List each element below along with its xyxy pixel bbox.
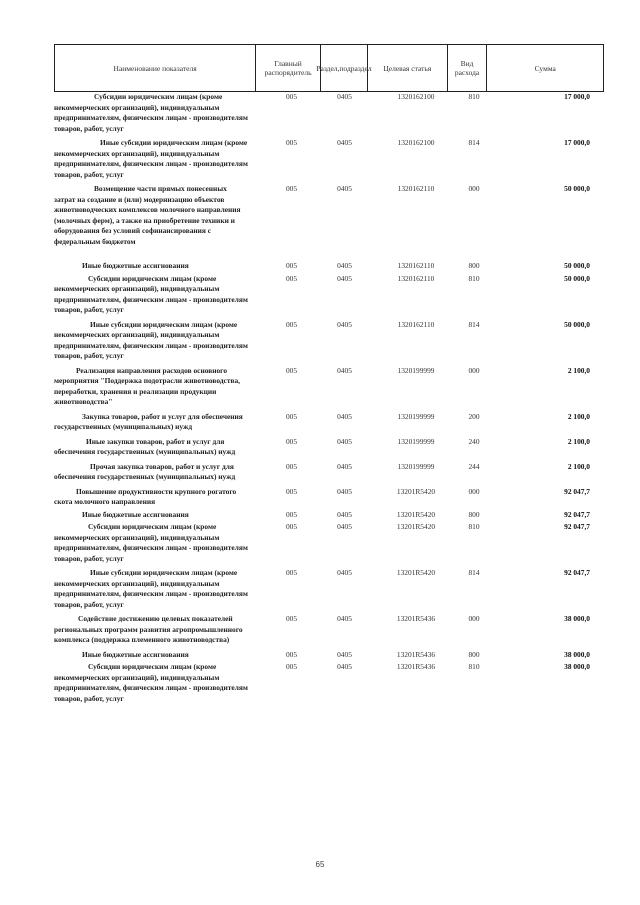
row-indicator-name: Закупка товаров, работ и услуг для обеспечения государственных (муниципальных) нужд bbox=[54, 411, 243, 431]
row-expense-type: 000 bbox=[468, 486, 480, 496]
row-indicator-name: Иные закупки товаров, работ и услуг для обеспечения государственных (муниципальных) нужд bbox=[54, 436, 236, 456]
row-section: 0405 bbox=[337, 365, 352, 375]
row-indicator-name: Возмещение части прямых понесенных затрат на создание и (или) модернизацию объектов животноводческих комплексов молочного направления (молочных ферм), а также на приобретение техники и оборудования без условий софинансирования с федеральным бюджетом bbox=[54, 184, 241, 246]
row-target-article: 1320162110 bbox=[397, 261, 435, 270]
row-expense-type: 810 bbox=[468, 522, 480, 531]
row-indicator-name: Иные бюджетные ассигнования bbox=[82, 261, 189, 270]
table-row bbox=[54, 412, 604, 433]
row-main-manager: 005 bbox=[285, 436, 298, 446]
row-target-article: 1320162110 bbox=[397, 273, 435, 283]
row-indicator-name: Иные бюджетные ассигнования bbox=[82, 509, 189, 519]
row-amount: 92 047,7 bbox=[564, 522, 590, 531]
row-expense-type: 200 bbox=[468, 411, 480, 421]
row-amount: 50 000,0 bbox=[564, 273, 590, 283]
row-amount: 17 000,0 bbox=[564, 92, 590, 101]
row-section: 0405 bbox=[337, 568, 352, 577]
row-amount: 2 100,0 bbox=[567, 411, 590, 421]
table-row bbox=[54, 138, 604, 180]
row-main-manager: 005 bbox=[285, 662, 298, 671]
row-main-manager: 005 bbox=[285, 568, 298, 577]
row-target-article: 13201R5436 bbox=[396, 662, 436, 671]
row-expense-type: 814 bbox=[468, 319, 480, 329]
table-row bbox=[54, 487, 604, 508]
table-row bbox=[54, 274, 604, 316]
row-section: 0405 bbox=[337, 662, 352, 671]
row-main-manager: 005 bbox=[285, 411, 298, 421]
row-target-article: 13201R5420 bbox=[396, 568, 436, 577]
header-amount: Сумма bbox=[534, 63, 556, 73]
row-section: 0405 bbox=[337, 184, 352, 193]
row-target-article: 1320162100 bbox=[397, 92, 435, 101]
row-main-manager: 005 bbox=[285, 461, 298, 471]
row-indicator-name: Субсидии юридическим лицам (кроме некоммерческих организаций), индивидуальным предпринимателям, физическим лицам - производителям товаров, работ, услуг bbox=[54, 92, 248, 133]
row-expense-type: 800 bbox=[468, 649, 480, 659]
row-indicator-name: Иные субсидии юридическим лицам (кроме некоммерческих организаций), индивидуальным предпринимателям, физическим лицам - производителям товаров, работ, услуг bbox=[54, 138, 248, 179]
row-target-article: 1320199999 bbox=[397, 461, 435, 471]
header-indicator-name: Наименование показателя bbox=[55, 45, 256, 91]
row-target-article: 13201R5436 bbox=[396, 649, 436, 659]
row-main-manager: 005 bbox=[285, 649, 298, 659]
row-amount: 38 000,0 bbox=[564, 649, 590, 659]
row-expense-type: 810 bbox=[468, 662, 480, 671]
table-row bbox=[54, 614, 604, 646]
row-indicator-name: Иные субсидии юридическим лицам (кроме некоммерческих организаций), индивидуальным предпринимателям, физическим лицам - производителям товаров, работ, услуг bbox=[54, 319, 248, 360]
header-section-subsection: Раздел,подраздел bbox=[321, 45, 368, 91]
row-amount: 2 100,0 bbox=[567, 461, 590, 471]
row-amount: 92 047,7 bbox=[564, 568, 590, 577]
page-number: 65 bbox=[315, 860, 325, 869]
table-row bbox=[54, 320, 604, 362]
row-expense-type: 800 bbox=[468, 261, 480, 270]
row-main-manager: 005 bbox=[285, 92, 298, 101]
row-expense-type: 244 bbox=[468, 461, 480, 471]
row-indicator-name: Субсидии юридическим лицам (кроме некоммерческих организаций), индивидуальным предпринимателям, физическим лицам - производителям товаров, работ, услуг bbox=[54, 662, 248, 703]
header-expense-type: Вид расхода bbox=[448, 45, 488, 91]
row-indicator-name: Повышение продуктивности крупного рогатого скота молочного направления bbox=[54, 486, 237, 506]
row-indicator-name: Иные субсидии юридическим лицам (кроме некоммерческих организаций), индивидуальным предпринимателям, физическим лицам - производителям товаров, работ, услуг bbox=[54, 568, 248, 609]
row-amount: 92 047,7 bbox=[564, 509, 590, 519]
row-expense-type: 810 bbox=[468, 273, 480, 283]
row-main-manager: 005 bbox=[285, 138, 298, 147]
row-indicator-name: Содействие достижению целевых показателей региональных программ развития агропромышленного комплекса (поддержка племенного животноводства) bbox=[54, 614, 243, 644]
row-amount: 50 000,0 bbox=[564, 184, 590, 193]
row-amount: 50 000,0 bbox=[564, 319, 590, 329]
table-header bbox=[54, 44, 604, 92]
row-section: 0405 bbox=[337, 614, 352, 623]
table-row bbox=[54, 522, 604, 564]
row-section: 0405 bbox=[337, 509, 352, 519]
row-amount: 92 047,7 bbox=[564, 486, 590, 496]
table-row bbox=[54, 662, 604, 704]
row-expense-type: 814 bbox=[468, 138, 480, 147]
row-target-article: 1320162110 bbox=[397, 184, 435, 193]
table-row bbox=[54, 92, 604, 134]
row-amount: 38 000,0 bbox=[564, 614, 590, 623]
row-indicator-name: Иные бюджетные ассигнования bbox=[82, 649, 189, 659]
row-target-article: 1320199999 bbox=[397, 411, 435, 421]
row-expense-type: 000 bbox=[468, 614, 480, 623]
row-target-article: 13201R5420 bbox=[396, 522, 436, 531]
row-section: 0405 bbox=[337, 649, 352, 659]
table-row bbox=[54, 366, 604, 408]
row-amount: 50 000,0 bbox=[564, 261, 590, 270]
row-indicator-name: Субсидии юридическим лицам (кроме некоммерческих организаций), индивидуальным предпринимателям, физическим лицам - производителям товаров, работ, услуг bbox=[54, 522, 248, 563]
row-target-article: 1320199999 bbox=[397, 436, 435, 446]
row-target-article: 1320162110 bbox=[397, 319, 435, 329]
row-section: 0405 bbox=[337, 486, 352, 496]
row-indicator-name: Субсидии юридическим лицам (кроме некоммерческих организаций), индивидуальным предпринимателям, физическим лицам - производителям товаров, работ, услуг bbox=[54, 273, 248, 314]
row-main-manager: 005 bbox=[285, 486, 298, 496]
row-expense-type: 000 bbox=[468, 184, 480, 193]
row-section: 0405 bbox=[337, 461, 352, 471]
table-row bbox=[54, 462, 604, 483]
row-main-manager: 005 bbox=[285, 319, 298, 329]
row-amount: 17 000,0 bbox=[564, 138, 590, 147]
row-target-article: 13201R5420 bbox=[396, 509, 436, 519]
row-section: 0405 bbox=[337, 273, 352, 283]
row-main-manager: 005 bbox=[285, 184, 298, 193]
row-section: 0405 bbox=[337, 138, 352, 147]
row-section: 0405 bbox=[337, 522, 352, 531]
row-main-manager: 005 bbox=[285, 365, 298, 375]
row-target-article: 1320162100 bbox=[397, 138, 435, 147]
table-row bbox=[54, 261, 604, 272]
row-section: 0405 bbox=[337, 261, 352, 270]
table-row bbox=[54, 510, 604, 521]
row-section: 0405 bbox=[337, 411, 352, 421]
row-main-manager: 005 bbox=[285, 522, 298, 531]
table-row bbox=[54, 437, 604, 458]
row-amount: 2 100,0 bbox=[567, 365, 590, 375]
table-row bbox=[54, 650, 604, 661]
row-main-manager: 005 bbox=[285, 273, 298, 283]
row-amount: 2 100,0 bbox=[567, 436, 590, 446]
row-target-article: 1320199999 bbox=[397, 365, 435, 375]
row-indicator-name: Реализация направления расходов основного мероприятия "Поддержка подотрасли животноводства, переработки, хранения и реализации продукции животноводства" bbox=[54, 365, 241, 406]
row-expense-type: 810 bbox=[468, 92, 480, 101]
row-expense-type: 000 bbox=[468, 365, 480, 375]
row-target-article: 13201R5420 bbox=[396, 486, 436, 496]
header-target-article: Целевая статья bbox=[368, 45, 448, 91]
row-section: 0405 bbox=[337, 436, 352, 446]
row-main-manager: 005 bbox=[285, 261, 298, 270]
row-main-manager: 005 bbox=[285, 614, 298, 623]
row-expense-type: 240 bbox=[468, 436, 480, 446]
row-expense-type: 800 bbox=[468, 509, 480, 519]
row-section: 0405 bbox=[337, 92, 352, 101]
row-main-manager: 005 bbox=[285, 509, 298, 519]
table-row bbox=[54, 184, 604, 247]
table-body bbox=[54, 92, 604, 706]
header-main-manager: Главный распорядитель bbox=[256, 45, 321, 91]
row-target-article: 13201R5436 bbox=[396, 614, 436, 623]
row-amount: 38 000,0 bbox=[564, 662, 590, 671]
row-expense-type: 814 bbox=[468, 568, 480, 577]
table-row bbox=[54, 568, 604, 610]
row-section: 0405 bbox=[337, 319, 352, 329]
row-indicator-name: Прочая закупка товаров, работ и услуг для обеспечения государственных (муниципальных) нужд bbox=[54, 461, 236, 481]
